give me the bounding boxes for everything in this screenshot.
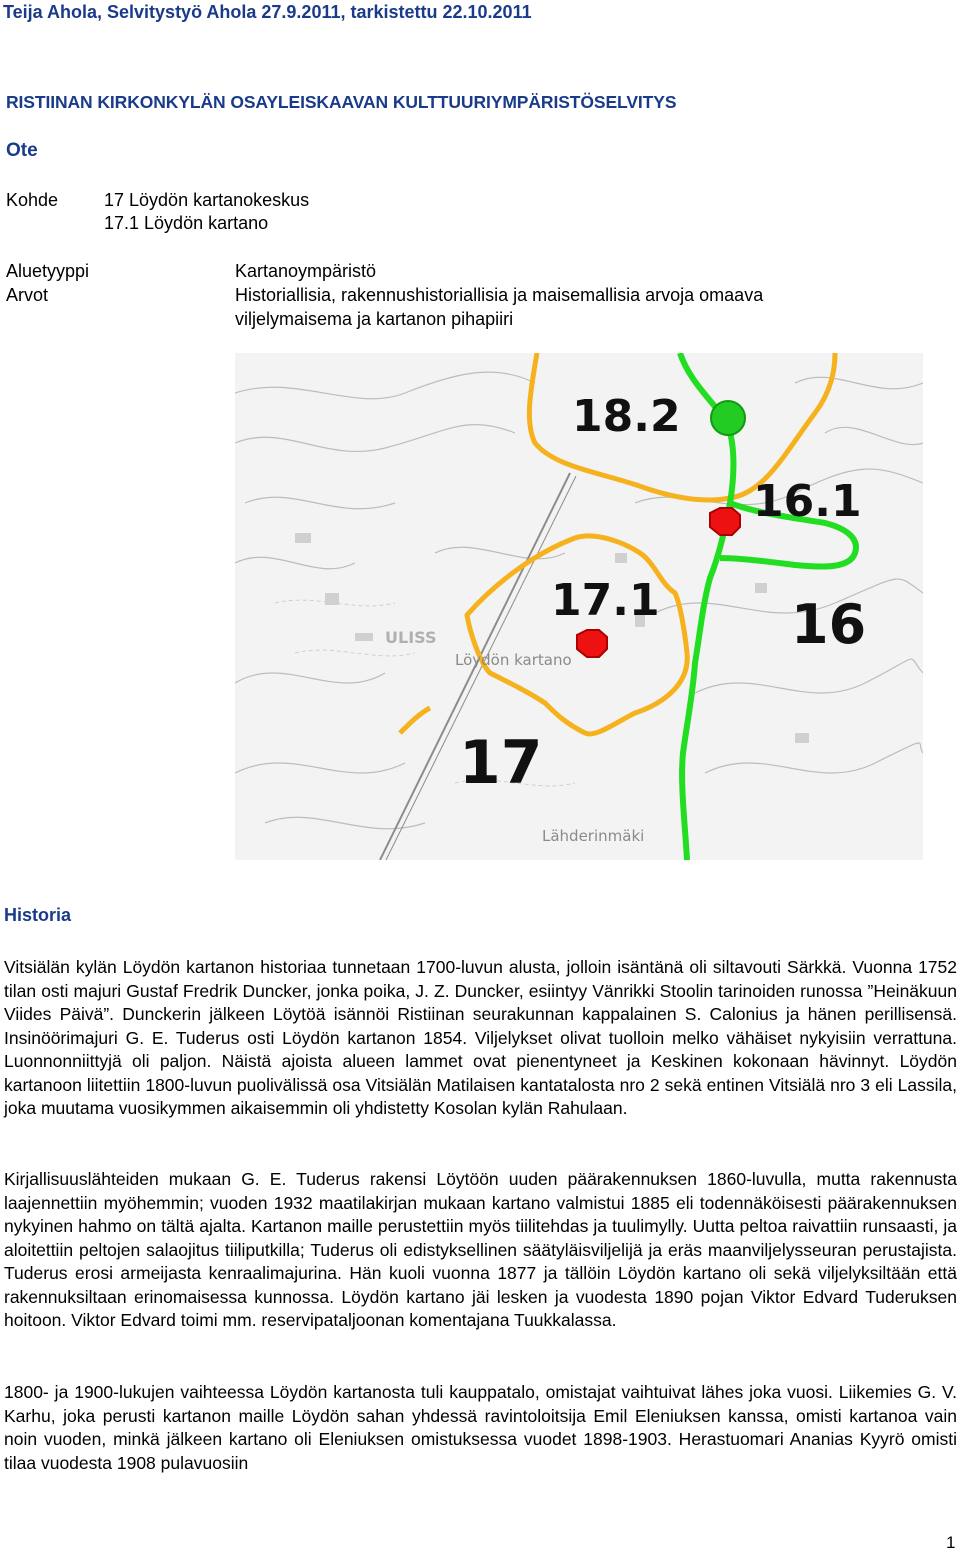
kohde-value-1: 17 Löydön kartanokeskus [104,190,310,210]
historia-paragraph-3: 1800- ja 1900-lukujen vaihteessa Löydön kartanosta tuli kauppatalo, omistajat vaihtuivat lähes joka vuosi. Liikemies G. V. Karhu, joka perusti kartanon maille Löydön sahan yhdessä ravintoloitsija Emil Eleniuksen kanssa, omisti kartanoa vain noin vuoden, minkä jälkeen kartano oli Eleniuksen omistuksessa vuodet 1898-1903. Herastuomari Ananias Kyyrö omisti tilaa vuodesta 1908 pulavuosiin [4,1382,957,1473]
map-place-uliss: ULISS [385,628,437,647]
arvot-value-2: viljelymaisema ja kartanon pihapiiri [235,309,514,329]
area-map [235,353,923,860]
arvot-label: Arvot [6,285,49,305]
historia-paragraph-1: Vitsiälän kylän Löydön kartanon historiaa tunnetaan 1700-luvun alusta, jolloin isäntänä oli siltavouti Särkkä. Vuonna 1752 tilan osti majuri Gustaf Fredrik Duncker, jonka poika, J. Z. Duncker, esiintyy Vänrikki Stoolin tarinoiden runossa ”Heinäkuun Viides Päivä”. Dunckerin jälkeen Löytöä isännöi Ristiinan seurakunnan kappalainen S. Calonius ja hänen perillisensä. Insinöörimajuri G. E. Tuderus osti Löydön kartanon 1854. Viljelykset olivat tuolloin melko vähäiset nykyisiin verrattuna. Luonnonniittyjä oli paljon. Näistä ajoista alueen lammet ovat pienentyneet ja Keskinen kokonaan hävinnyt. Löydön kartanoon liitettiin 1800-luvun puolivälissä osa Vitsiälän Matilaisen kantatalosta nro 2 sekä entinen Vitsiälä nro 3 eli Lassila, joka muutama vuosikymmen aikaisemmin oli yhdistetty Kosolan kylän Rahulaan. [4,957,957,1118]
document-title: RISTIINAN KIRKONKYLÄN OSAYLEISKAAVAN KULTTUURIYMPÄRISTÖSELVITYS [6,92,677,112]
historia-paragraph-2: Kirjallisuuslähteiden mukaan G. E. Tuderus rakensi Löytöön uuden päärakennuksen 1860-luvulla, mutta rakennusta laajennettiin myöhemmin; vuoden 1932 maatilakirjan mukaan kartano valmistui 1885 eli todennäköisesti päärakennuksen nykyinen hahmo on tältä ajalta. Kartanon maille perustettiin myös tiilitehdas ja tuulimylly. Uutta peltoa raivattiin runsaasti, ja aloitettiin peltojen salaojitus tiiliputkilla; Tuderus oli edistyksellinen säätyläisviljelijä ja eräs maanviljelysseuran perustajista. Tuderus erosi armeijasta kenraalimajurina. Hän kuoli vuonna 1877 ja tällöin Löydön kartano oli sekä viljelyksiltään että rakennuksiltaan erinomaisessa kunnossa. Löydön kartano jäi lesken ja vuodesta 1890 pojan Viktor Edvard Tuderuksen hoitoon. Viktor Edvard toimi mm. reservipataljoonan komentajana Tuukkalassa. [4,1169,957,1330]
section-ote-heading: Ote [6,140,38,161]
map-label-17-1: 17.1 [551,575,660,626]
map-label-16: 16 [791,593,867,656]
map-label-16-1: 16.1 [753,476,862,527]
historia-heading: Historia [4,905,72,925]
page-number: 1 [946,1533,956,1552]
map-place-loydon-kartano: Löydön kartano [455,651,572,669]
red-marker-16-1-icon [710,508,740,535]
aluetyyppi-label: Aluetyyppi [6,261,90,281]
map-label-17: 17 [459,728,543,798]
arvot-value-1: Historiallisia, rakennushistoriallisia ja maisemallisia arvoja omaava [235,285,764,305]
kohde-value-2: 17.1 Löydön kartano [104,213,269,233]
green-marker-icon [711,401,745,435]
aluetyyppi-value: Kartanoympäristö [235,261,377,281]
kohde-label: Kohde [6,190,59,210]
map-label-18-2: 18.2 [572,391,681,442]
header-author-line: Teija Ahola, Selvitystyö Ahola 27.9.2011, tarkistettu 22.10.2011 [3,2,532,22]
red-marker-17-1-icon [577,630,607,657]
map-place-lahderinmaki: Lähderinmäki [542,827,645,845]
